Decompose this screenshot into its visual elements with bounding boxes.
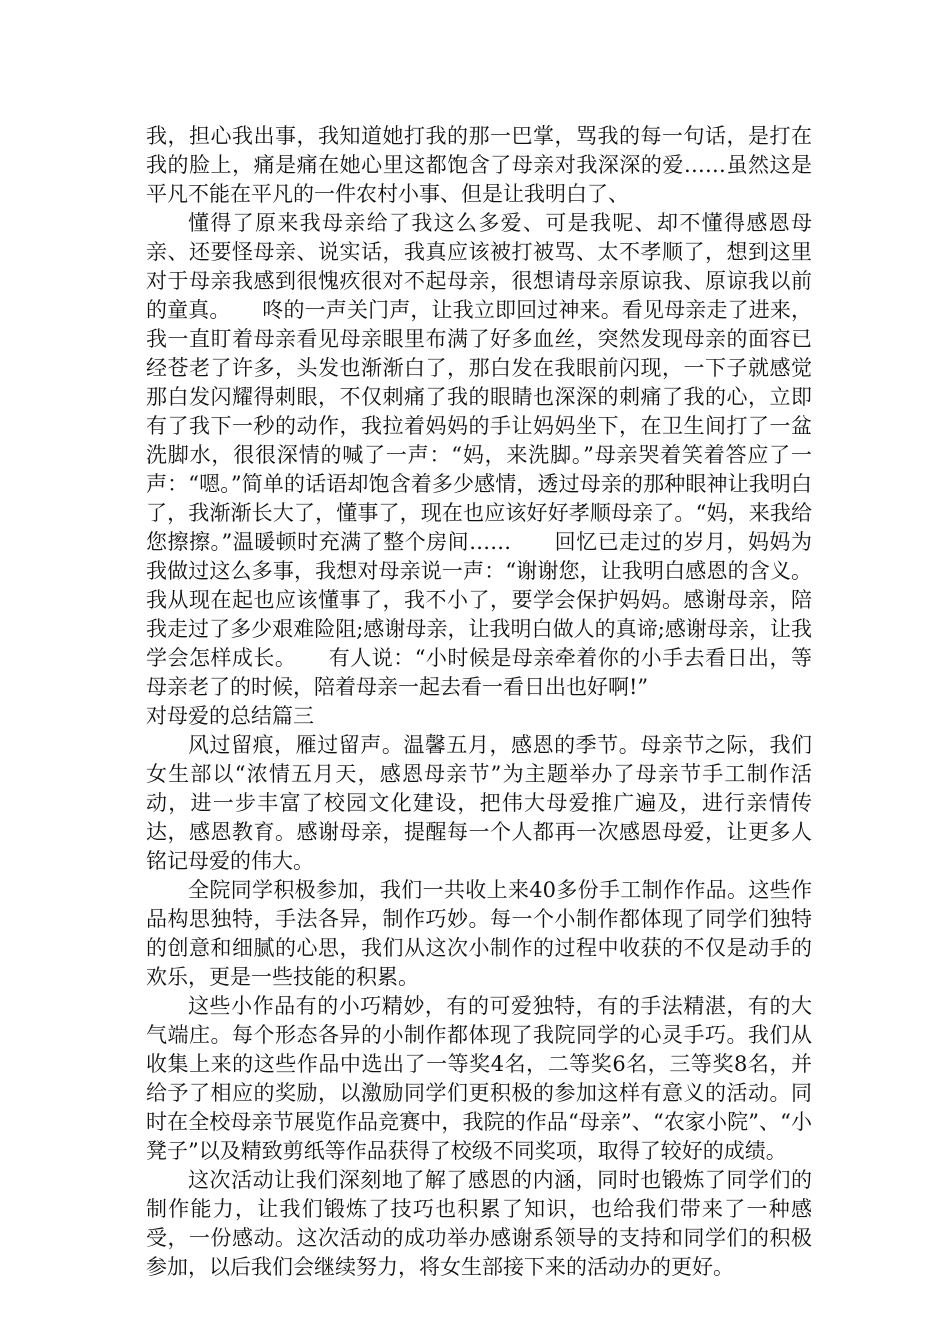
paragraph-participation: 全院同学积极参加，我们一共收上来40多份手工制作作品。这些作品构思独特，手法各异，制作巧妙。每一个小制作都体现了同学们独特的创意和细腻的心思，我们从这次小制作的过程中收获的不仅是动手的欢乐，更是一些技能的积累。: [146, 878, 812, 989]
paragraph-event-intro: 风过留痕，雁过留声。温馨五月，感恩的季节。母亲节之际，我们女生部以“浓情五月天，感恩母亲节”为主题举办了母亲节手工制作活动，进一步丰富了校园文化建设，把伟大母爱推广遍及，进行亲情传达，感恩教育。感谢母亲，提醒每一个人都再一次感恩母爱，让更多人铭记母爱的伟大。: [146, 733, 812, 873]
document-body: [146, 122, 812, 1282]
section-heading: 对母爱的总结篇三: [146, 704, 314, 728]
paragraph-conclusion: 这次活动让我们深刻地了解了感恩的内涵，同时也锻炼了同学们的制作能力，让我们锻炼了技巧也积累了知识，也给我们带来了一种感受，一份感动。这次活动的成功举办感谢系领导的支持和同学们的积极参加，以后我们会继续努力，将女生部接下来的活动办的更好。: [146, 1168, 812, 1279]
paragraph-continuation: 我，担心我出事，我知道她打我的那一巴掌，骂我的每一句话，是打在我的脸上，痛是痛在她心里这都饱含了母亲对我深深的爱……虽然这是平凡不能在平凡的一件农村小事、但是让我明白了、: [146, 124, 812, 206]
paragraph-gratitude-story: 懂得了原来我母亲给了我这么多爱、可是我呢、却不懂得感恩母亲、还要怪母亲、说实话，我真应该被打被骂、太不孝顺了，想到这里对于母亲我感到很愧疚很对不起母亲，很想请母亲原谅我、原谅我以前的童真。 咚的一声关门声，让我立即回过神来。看见母亲走了进来，我一直盯着母亲看见母亲眼里布满了好多血丝，突然发现母亲的面容已经苍老了许多，头发也渐渐白了，那白发在我眼前闪现，一下子就感觉那白发闪耀得刺眼，不仅刺痛了我的眼睛也深深的刺痛了我的心，立即有了我下一秒的动作，我拉着妈妈的手让妈妈坐下，在卫生间打了一盆洗脚水，很很深情的喊了一声：“妈，来洗脚。”母亲哭着笑着答应了一声：“嗯。”简单的话语却饱含着多少感情，透过母亲的那种眼神让我明白了，我渐渐长大了，懂事了，现在也应该好好孝顺母亲了。“妈，来我给您擦擦。”温暖顿时充满了整个房间…… 回忆已走过的岁月，妈妈为我做过这么多事，我想对母亲说一声：“谢谢您，让我明白感恩的含义。我从现在起也应该懂事了，我不小了，要学会保护妈妈。感谢母亲，陪我走过了多少艰难险阻;感谢母亲，让我明白做人的真谛;感谢母亲，让我学会怎样成长。 有人说：“小时候是母亲牵着你的小手去看日出，等母亲老了的时候，陪着母亲一起去看一看日出也好啊!”: [146, 211, 812, 699]
paragraph-awards: 这些小作品有的小巧精妙，有的可爱独特，有的手法精湛，有的大气端庄。每个形态各异的小制作都体现了我院同学的心灵手巧。我们从收集上来的这些作品中选出了一等奖4名，二等奖6名，三等奖8名，并给予了相应的奖励，以激励同学们更积极的参加这样有意义的活动。同时在全校母亲节展览作品竞赛中，我院的作品“母亲”、“农家小院”、“小凳子”以及精致剪纸等作品获得了校级不同奖项，取得了较好的成绩。: [146, 994, 812, 1163]
